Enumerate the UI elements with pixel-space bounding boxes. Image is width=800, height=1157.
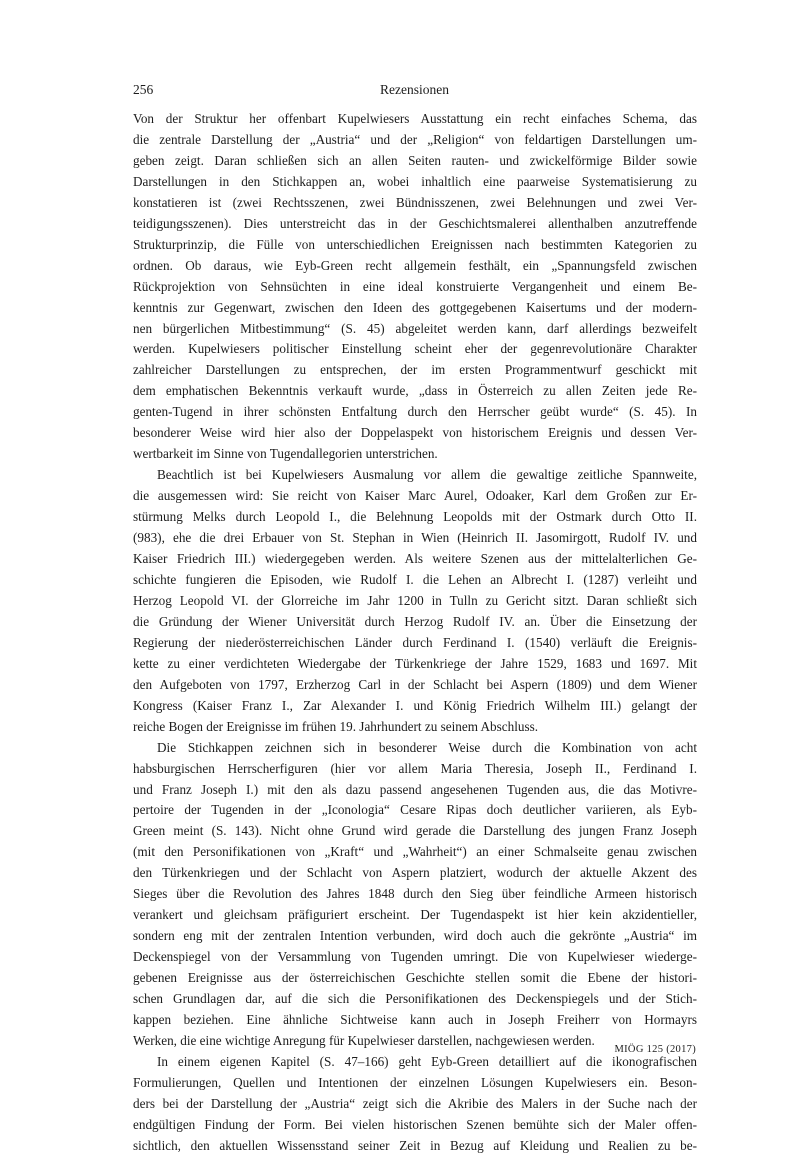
text-line: schichte fungieren die Episoden, wie Rudolf I. die Lehen an Albrecht I. (1287) verleiht und — [133, 571, 697, 587]
text-line: Green meint (S. 143). Nicht ohne Grund wird gerade die Darstellung des jungen Franz Joseph — [133, 823, 697, 839]
text-line: Formulierungen, Quellen und Intentionen der einzelnen Lösungen Kupelwiesers ein. Beson- — [133, 1074, 697, 1090]
text-line: Kongress (Kaiser Franz I., Zar Alexander I. und König Friedrich Wilhelm III.) gelangt der — [133, 697, 697, 713]
text-line: zahlreicher Darstellungen zu entsprechen, der im ersten Programmentwurf geschickt mit — [133, 362, 697, 378]
text-line: gebenen Ereignisse aus der österreichischen Geschichte stellen somit die Ebene der histori- — [133, 970, 697, 986]
text-line: Regierung der niederösterreichischen Länder durch Ferdinand I. (1540) verläuft die Ereignis- — [133, 634, 697, 650]
text-line: kette zu einer verdichteten Wiedergabe der Türkenkriege der Jahre 1529, 1683 und 1697. Mit — [133, 655, 697, 671]
text-line: (mit den Personifikationen von „Kraft“ und „Wahrheit“) an einer Schmalseite genau zwischen — [133, 844, 697, 860]
text-line: geben zeigt. Daran schließen sich an allen Seiten rauten- und zwickelförmige Bilder sowie — [133, 152, 697, 168]
text-line: den Aufgeboten von 1797, Erzherzog Carl in der Schlacht bei Aspern (1809) und dem Wiener — [133, 676, 697, 692]
journal-footer: MIÖG 125 (2017) — [614, 1044, 696, 1055]
text-line: und Franz Joseph I.) mit den als dazu passend angesehenen Tugenden aus, die das Motivre- — [133, 781, 697, 797]
text-line: Von der Struktur her offenbart Kupelwiesers Ausstattung ein recht einfaches Schema, das — [133, 111, 697, 126]
text-line: die ausgemessen wird: Sie reicht von Kaiser Marc Aurel, Odoaker, Karl dem Großen zur Er- — [133, 488, 697, 504]
text-line: habsburgischen Herrscherfiguren (hier vor allem Maria Theresia, Joseph II., Ferdinand I. — [133, 760, 697, 776]
body-text — [133, 109, 697, 1157]
text-line: kappen beziehen. Eine ähnliche Sichtweise kann auch in Joseph Freiherr von Hormayrs — [133, 1011, 697, 1027]
running-header — [133, 82, 696, 100]
paragraph — [133, 1052, 697, 1157]
text-line: werden. Kupelwiesers politischer Einstellung scheint eher der gegenrevolutionäre Charakter — [133, 341, 697, 357]
text-line: besonderer Weise wird hier also der Doppelaspekt von historischem Ereignis und dessen Ver- — [133, 425, 697, 441]
text-line: Strukturprinzip, die Fülle von unterschiedlichen Ereignissen nach bestimmten Kategorien zu — [133, 236, 697, 252]
text-line: kenntnis zur Gegenwart, zwischen den Ideen des gottgegebenen Kaisertums und der modern- — [133, 299, 697, 315]
paragraph — [133, 465, 697, 737]
text-line: Darstellungen in den Stichkappen an, wobei inhaltlich eine paarweise Systematisierung zu — [133, 173, 697, 189]
text-line: Sieges über die Revolution des Jahres 1848 durch den Sieg über feindliche Armeen historisch — [133, 886, 697, 902]
text-line: dem emphatischen Bekenntnis verkauft wurde, „dass in Österreich zu allen Zeiten jede Re- — [133, 383, 697, 399]
text-line: Deckenspiegel von der Versammlung von Tugenden umringt. Die von Kupelwieser wiederge- — [133, 949, 697, 965]
text-line: Werken, die eine wichtige Anregung für Kupelwieser darstellen, nachgewiesen werden. — [133, 1032, 595, 1048]
text-line: pertoire der Tugenden in der „Iconologia“ Cesare Ripas doch deutlicher variieren, als Eyb- — [133, 802, 697, 818]
text-line: Herzog Leopold VI. der Glorreiche im Jahr 1200 in Tulln zu Gericht sitzt. Daran schließt sich — [133, 592, 697, 608]
text-line: wertbarkeit im Sinne von Tugendallegorien unterstrichen. — [133, 446, 438, 462]
text-line: ordnen. Ob daraus, wie Eyb-Green recht allgemein festhält, ein „Spannungsfeld zwischen — [133, 257, 697, 273]
text-line: Die Stichkappen zeichnen sich in besonderer Weise durch die Kombination von acht — [157, 739, 697, 755]
text-line: verankert und gleichsam präfiguriert erscheint. Der Tugendaspekt ist hier kein akzidentieller, — [133, 907, 697, 923]
text-line: reiche Bogen der Ereignisse im frühen 19. Jahrhundert zu seinem Abschluss. — [133, 718, 539, 734]
text-line: (983), ehe die drei Erbauer von St. Stephan in Wien (Heinrich II. Jasomirgott, Rudolf IV. und — [133, 530, 697, 546]
text-line: Rückprojektion von Sehnsüchten in eine ideal konstruierte Vergangenheit und einem Be- — [133, 278, 697, 294]
paragraph — [133, 109, 697, 465]
text-line: schen Grundlagen dar, auf die sich die Personifikationen des Deckenspiegels und der Stich- — [133, 991, 697, 1007]
text-line: endgültigen Findung der Form. Bei vielen historischen Szenen bemühte sich der Maler offen- — [133, 1116, 697, 1132]
text-line: genten-Tugend in ihrer schönsten Entfaltung durch den Herrscher geübt wurde“ (S. 45). In — [133, 404, 697, 420]
text-line: teidigungsszenen). Dies unterstreicht das in der Geschichtsmalerei allenthalben anzutreffende — [133, 215, 697, 231]
paragraph — [133, 738, 697, 1052]
text-line: ders bei der Darstellung der „Austria“ zeigt sich die Akribie des Malers in der Suche nach der — [133, 1095, 697, 1111]
text-line: sichtlich, den aktuellen Wissensstand seiner Zeit in Bezug auf Kleidung und Realien zu be- — [133, 1137, 697, 1153]
text-line: die Gründung der Wiener Universität durch Herzog Rudolf IV. an. Über die Einsetzung der — [133, 613, 697, 629]
text-line: Kaiser Friedrich III.) wiedergegeben werden. Als weitere Szenen aus der mittelalterlichen Ge- — [133, 551, 697, 567]
text-line: Beachtlich ist bei Kupelwiesers Ausmalung vor allem die gewaltige zeitliche Spannweite, — [157, 467, 697, 483]
page-number: 256 — [133, 82, 154, 97]
text-line: stürmung Melks durch Leopold I., die Belehnung Leopolds mit der Ostmark durch Otto II. — [133, 509, 697, 525]
text-line: die zentrale Darstellung der „Austria“ und der „Religion“ von feldartigen Darstellungen um- — [133, 131, 697, 147]
text-line: den Türkenkriegen und der Schlacht von Aspern platziert, wodurch der aktuelle Akzent des — [133, 865, 697, 881]
text-line: sondern eng mit der zentralen Intention verbunden, wird doch auch die gekrönte „Austria“ im — [133, 928, 697, 944]
text-line: nen bürgerlichen Mitbestimmung“ (S. 45) abgeleitet werden kann, darf allerdings bezweifelt — [133, 320, 697, 336]
text-line: konstatieren ist (zwei Rechtsszenen, zwei Bündnisszenen, zwei Belehnungen und zwei Ver- — [133, 194, 697, 210]
section-title: Rezensionen — [380, 82, 449, 97]
text-line: In einem eigenen Kapitel (S. 47–166) geht Eyb-Green detailliert auf die ikonografischen — [157, 1053, 697, 1069]
